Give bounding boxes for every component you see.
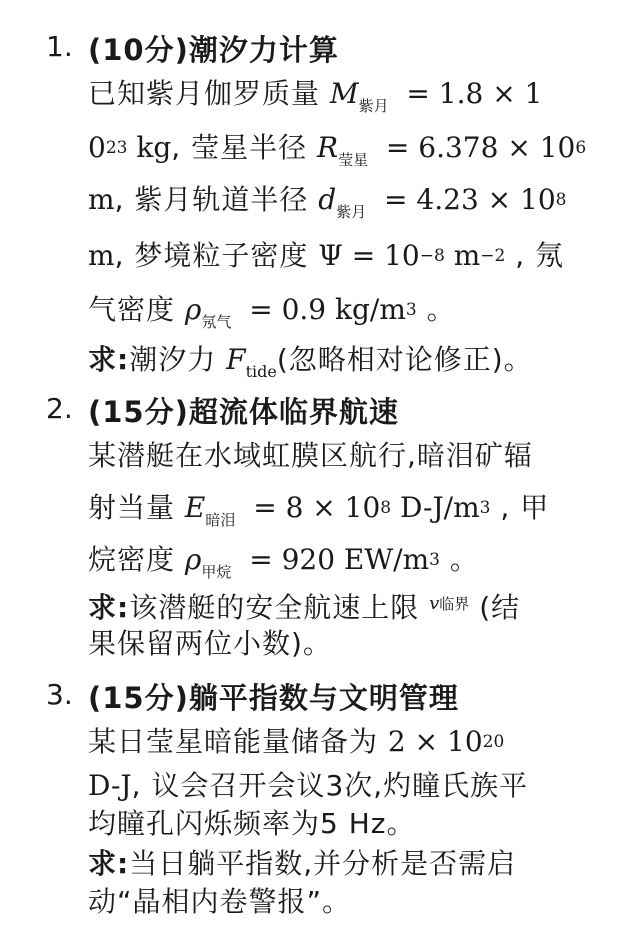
problem-text-line <box>88 72 543 115</box>
math-expression: $\rho_{氖气} = 0.9$ $kg/m^3$ <box>184 293 417 331</box>
question-label: 求: <box>88 847 130 880</box>
question-line <box>88 338 533 381</box>
problem-text-line <box>88 764 528 804</box>
problem-number: 3. <box>46 678 73 711</box>
text-segment: 射当量 <box>88 491 176 524</box>
text-segment: 当日躺平指数,并分析是否需启 <box>129 847 517 880</box>
problem-text-line: 某潜艇在水域虹膜区航行,暗泪矿辐 <box>88 439 533 472</box>
problem-text-line <box>88 486 550 529</box>
math-expression: $\Psi = 10^{-8}$ $m^{-2}$ <box>318 239 506 272</box>
problem-number: 1. <box>46 30 73 63</box>
problem-title: (10分)潮汐力计算 <box>88 33 339 67</box>
math-expression: $R_{莹星} = 6.378 \times 10^6$ <box>316 131 587 169</box>
math-expression: $0^{23}$ kg <box>88 131 172 164</box>
math-expression: $2 \times 10^{20}$ <box>387 725 505 758</box>
text-segment: , 议会召开会议3次,灼瞳氏族平 <box>131 769 529 802</box>
math-expression: m <box>88 183 115 216</box>
math-expression: $\rho_{甲烷} = 920$ $EW/m^3$ <box>184 543 440 581</box>
math-expression: m <box>88 239 115 272</box>
question-label: 求: <box>88 591 130 624</box>
question-line: 果保留两位小数)。 <box>88 627 332 660</box>
problem-text-line <box>88 288 456 331</box>
problem-title: (15分)超流体临界航速 <box>88 395 399 429</box>
problem-text-line <box>88 234 564 274</box>
problem-text-line <box>88 126 587 169</box>
text-segment: (忽略相对论修正)。 <box>276 343 533 376</box>
text-segment: , 梦境粒子密度 <box>114 239 309 272</box>
math-expression: $d_{紫月} = 4.23 \times 10^8$ <box>318 183 567 221</box>
text-segment: , 氖 <box>515 239 565 272</box>
problem-title: (15分)躺平指数与文明管理 <box>88 681 459 715</box>
text-segment: 已知紫月伽罗质量 <box>88 77 321 110</box>
text-segment: , 莹星半径 <box>171 131 308 164</box>
text-segment: , 甲 <box>500 491 550 524</box>
math-expression: $M_{紫月} = 1.8 \times 1$ <box>329 77 543 115</box>
math-expression: v临界 <box>429 593 470 614</box>
math-expression: D-J <box>88 769 132 802</box>
math-expression: $F_{tide}$ <box>226 343 277 381</box>
problem-text-line <box>88 720 504 760</box>
text-segment: , 紫月轨道半径 <box>114 183 309 216</box>
text-segment: 潮汐力 <box>129 343 217 376</box>
question-line <box>88 586 520 626</box>
question-label: 求: <box>88 343 130 376</box>
text-segment: 某日莹星暗能量储备为 <box>88 725 379 758</box>
problem-text-line <box>88 178 567 221</box>
question-line: 动“晶相内卷警报”。 <box>88 885 352 918</box>
text-segment: (结 <box>479 591 521 624</box>
text-segment: 。 <box>426 293 456 326</box>
problem-number: 2. <box>46 392 73 425</box>
text-segment: 气密度 <box>88 293 176 326</box>
problem-text-line: 均瞳孔闪烁频率为5 Hz。 <box>88 807 416 840</box>
question-line <box>88 842 516 882</box>
math-expression: $E_{暗泪} = 8 \times 10^8$ $D-J/m^3$ <box>184 491 491 529</box>
text-segment: 。 <box>449 543 479 576</box>
text-segment: 烷密度 <box>88 543 176 576</box>
problem-text-line <box>88 538 479 581</box>
text-segment: 该潜艇的安全航速上限 <box>129 591 420 624</box>
